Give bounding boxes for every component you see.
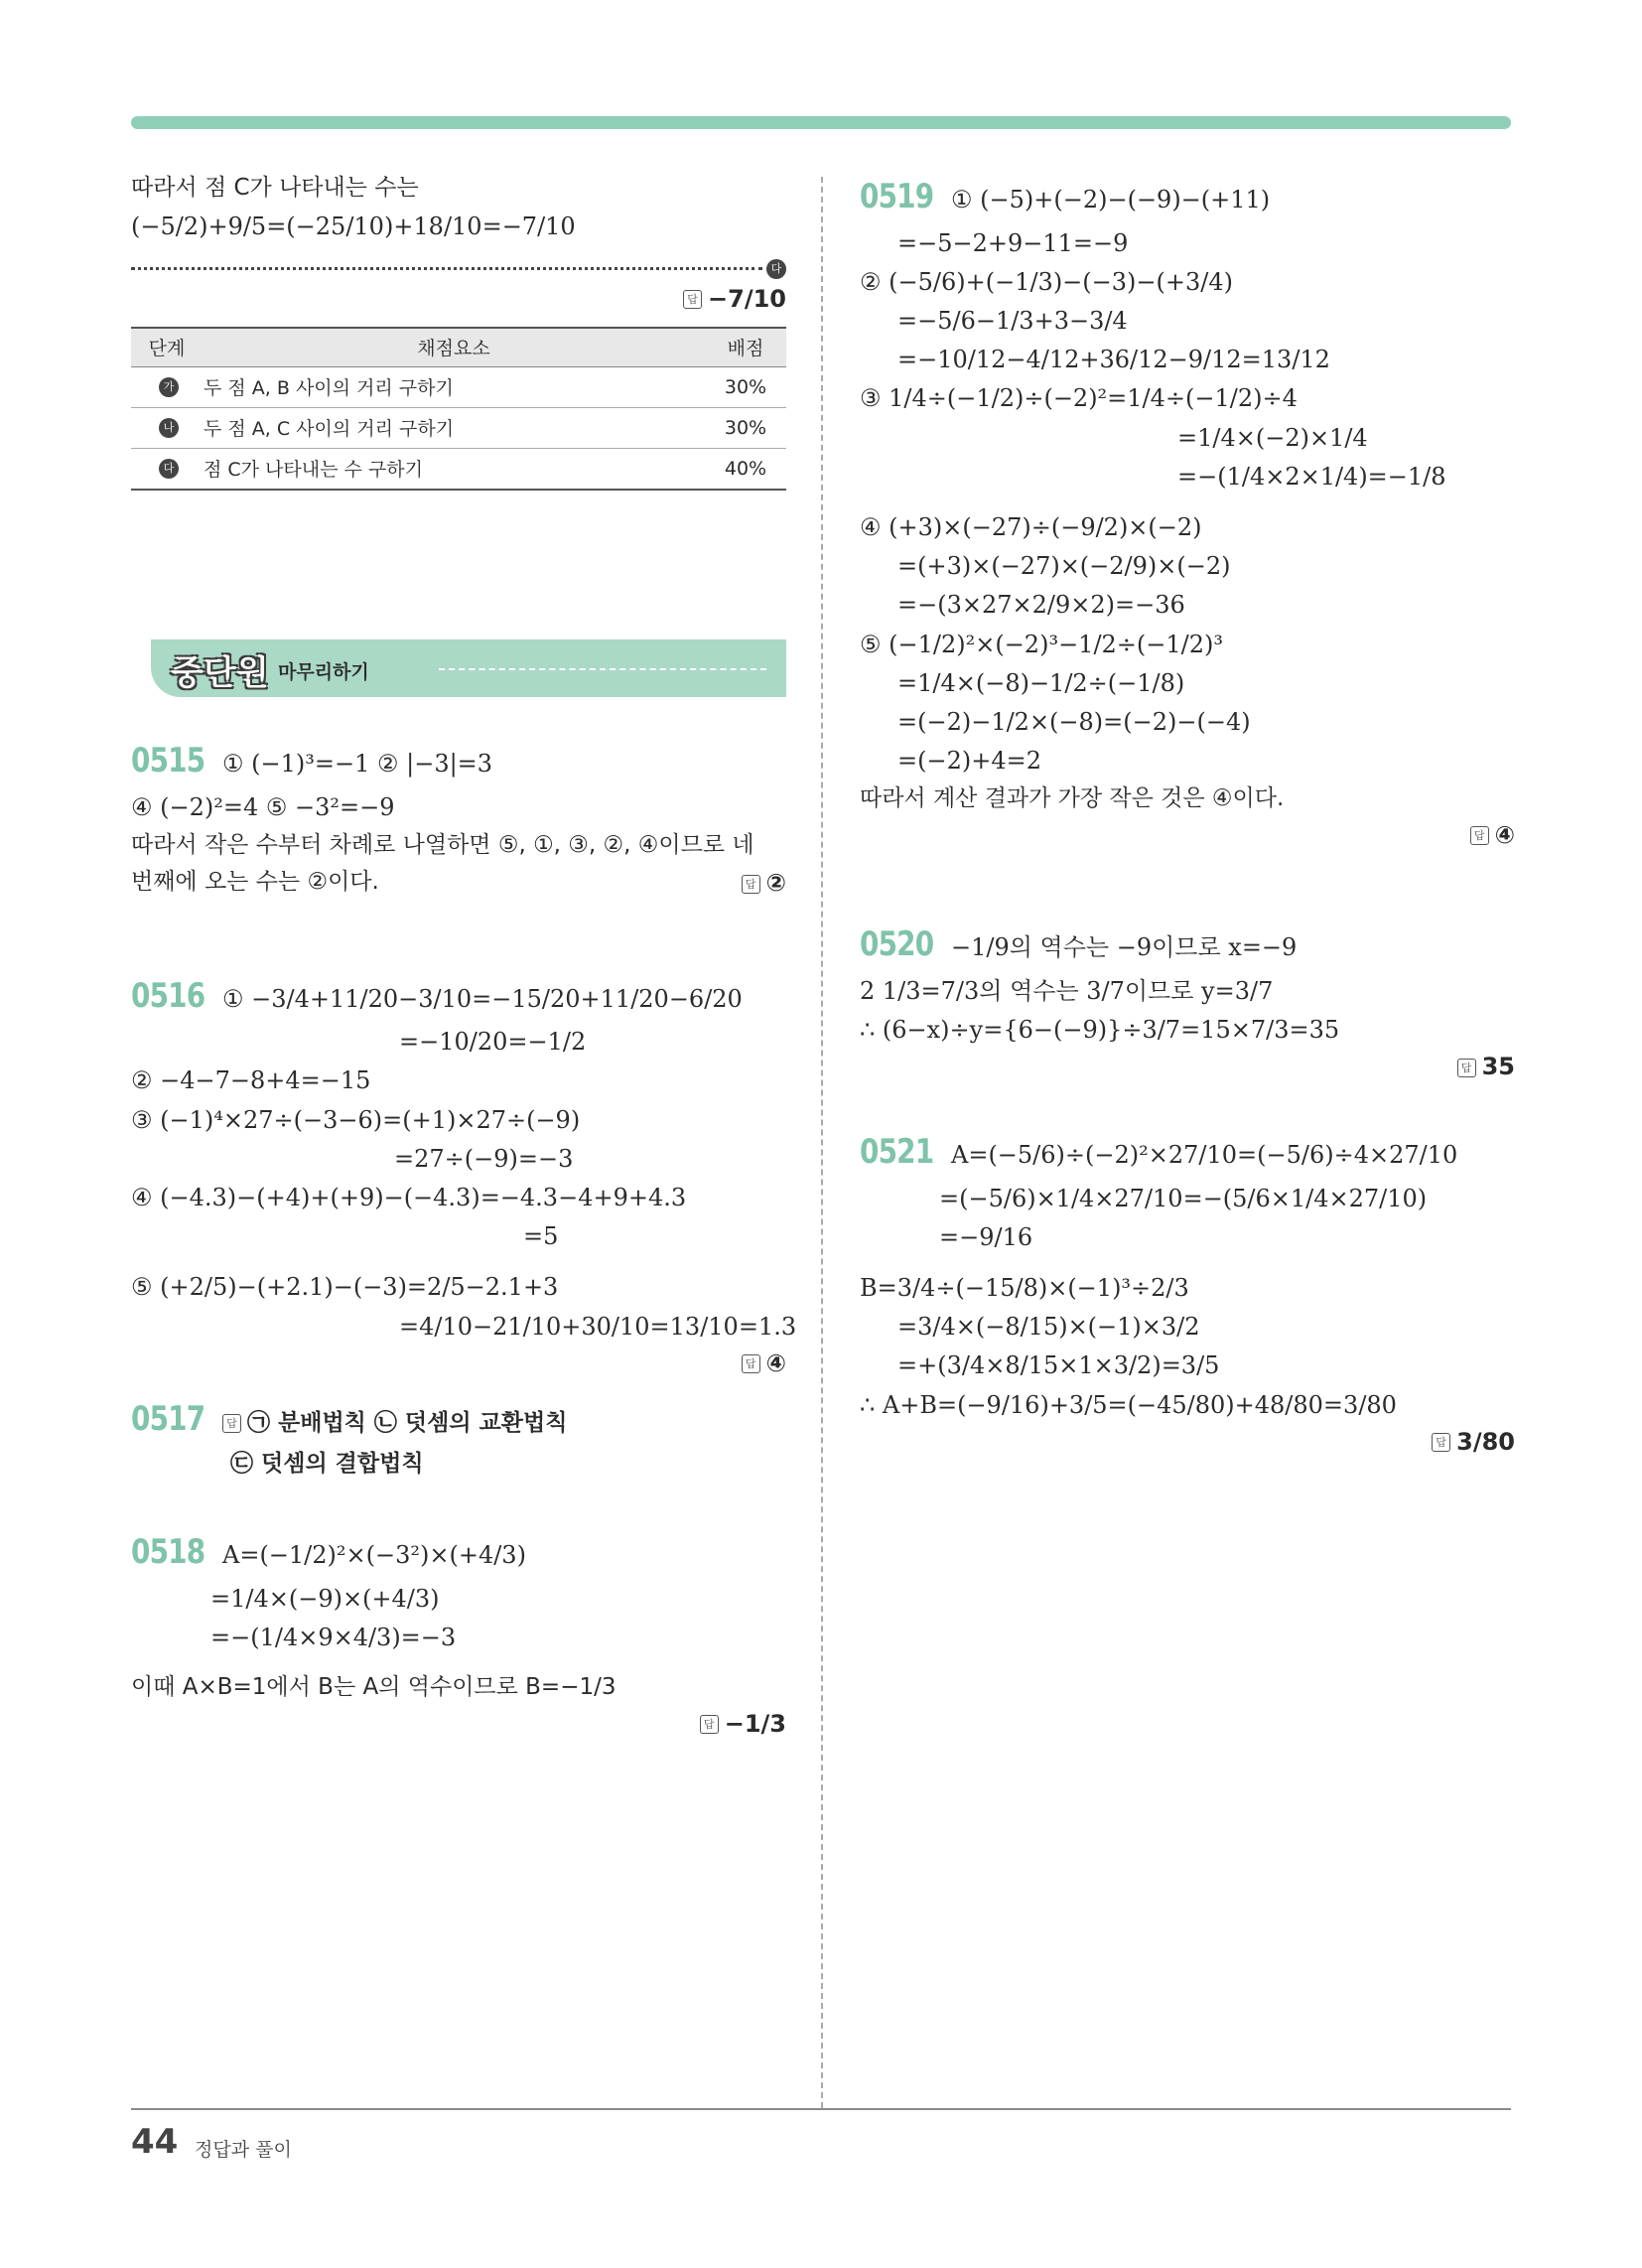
math-line: −1/9의 역수는 −9이므로 x=−9 [951,932,1298,961]
math-line: =−(3×27×2/9×2)=−36 [897,591,1185,620]
math-line: =−(1/4×9×4/3)=−3 [210,1623,457,1651]
answer-value: 35 [1481,1053,1515,1081]
math-line: ② (−5/6)+(−1/3)−(−3)−(+3/4) [860,267,1233,296]
math-line: ① (−1)³=−1 ② |−3|=3 [222,749,493,778]
math-line: =−9/16 [939,1222,1033,1251]
intro-equation: (−5/2)+9/5=(−25/10)+18/10=−7/10 [131,212,576,240]
math-line: 2 1/3=7/3의 역수는 3/7이므로 y=3/7 [860,976,1274,1005]
math-line: =(−5/6)×1/4×27/10=−(5/6×1/4×27/10) [939,1184,1428,1212]
problem-number: 0517 [131,1398,205,1439]
math-line: ① −3/4+11/20−3/10=−15/20+11/20−6/20 [222,984,743,1013]
table-row [131,448,786,490]
dotted-separator [131,259,786,279]
problem-0521 [860,1126,1515,1179]
problem-number: 0520 [860,923,934,964]
problem-0517 [131,1393,786,1446]
math-line: =(−2)+4=2 [897,747,1041,776]
banner-subtitle: 마무리하기 [278,660,369,683]
answer [860,1053,1515,1080]
answer-text: ㉢ 덧셈의 결합법칙 [230,1451,424,1478]
answer [742,865,786,902]
math-line: =1/4×(−8)−1/2÷(−1/8) [897,668,1185,697]
math-line: ② −4−7−8+4=−15 [131,1066,371,1095]
answer-icon: 답 [1470,826,1489,845]
header-criteria: 채점요소 [203,328,705,367]
section-banner [131,639,786,697]
math-line: ∴ (6−x)÷y={6−(−9)}÷3/7=15×7/3=35 [860,1015,1340,1044]
header-step: 단계 [131,328,203,367]
right-column [860,169,1515,1460]
problem-0520 [860,919,1515,971]
math-line: ③ (−1)⁴×27÷(−3−6)=(+1)×27÷(−9) [131,1105,581,1134]
row-desc: 두 점 A, B 사이의 거리 구하기 [203,366,705,407]
problem-number: 0518 [131,1532,205,1573]
page-label: 정답과 풀이 [195,2139,292,2161]
answer [131,1349,786,1377]
answer-icon: 답 [683,290,702,309]
math-line: B=3/4÷(−15/8)×(−1)³÷2/3 [860,1274,1189,1303]
row-desc: 점 C가 나타내는 수 구하기 [203,448,705,490]
math-line: =+(3/4×8/15×1×3/2)=3/5 [897,1351,1220,1380]
problem-0518 [131,1526,786,1579]
math-line: =−10/20=−1/2 [399,1028,587,1057]
answer-icon: 답 [1432,1433,1450,1452]
problem-0516 [131,970,786,1023]
answer-icon: 답 [742,875,760,894]
problem-number: 0521 [860,1132,934,1173]
answer-icon: 답 [700,1715,719,1734]
scoring-table [131,327,786,491]
answer-icon: 답 [742,1354,760,1373]
math-line: A=(−5/6)÷(−2)²×27/10=(−5/6)÷4×27/10 [951,1141,1458,1170]
answer [860,1428,1515,1456]
math-line: =5 [523,1222,559,1251]
intro-line: 따라서 점 C가 나타내는 수는 [131,175,419,201]
table-header [131,328,786,367]
answer-value: ② [765,869,786,898]
text-line-with-answer [131,865,786,902]
step-marker: 다 [159,459,179,479]
problem-number: 0519 [860,177,934,216]
math-line: ① (−5)+(−2)−(−9)−(+11) [951,186,1271,213]
text-line: 이때 A×B=1에서 B는 A의 역수이므로 B=−1/3 [131,1674,616,1701]
math-line: ∴ A+B=(−9/16)+3/5=(−45/80)+48/80=3/80 [860,1390,1397,1419]
math-line: =−10/12−4/12+36/12−9/12=13/12 [897,346,1330,374]
text-line: 따라서 작은 수부터 차례로 나열하면 ⑤, ①, ③, ②, ④이므로 네 [131,831,754,858]
math-line: =(−2)−1/2×(−8)=(−2)−(−4) [897,707,1251,736]
answer-text: ㉠ 분배법칙 ㉡ 덧셈의 교환법칙 [247,1409,568,1436]
top-accent-bar [131,116,1511,129]
answer-icon: 답 [1457,1059,1476,1077]
math-line: =3/4×(−8/15)×(−1)×3/2 [897,1313,1200,1342]
footer-line [131,2108,1511,2110]
left-column [131,169,797,1742]
step-marker: 다 [766,259,786,279]
math-line: ⑤ (+2/5)−(+2.1)−(−3)=2/5−2.1+3 [131,1273,559,1302]
math-line: =−(1/4×2×1/4)=−1/8 [1177,462,1446,491]
math-line: ④ (−4.3)−(+4)+(+9)−(−4.3)=−4.3−4+9+4.3 [131,1183,687,1211]
answer-value: −7/10 [708,284,786,313]
math-line: ③ 1/4÷(−1/2)÷(−2)²=1/4÷(−1/2)÷4 [860,384,1298,413]
answer-value: ④ [1494,820,1515,849]
banner-dash [439,668,766,670]
step-marker: 가 [159,377,179,397]
table-row [131,366,786,407]
math-line: =27÷(−9)=−3 [394,1144,574,1173]
answer-icon: 답 [222,1414,241,1433]
banner-title: 중단원 [171,652,269,693]
problem-number: 0516 [131,975,205,1016]
row-score: 40% [705,448,786,490]
dots [131,267,762,270]
header-score: 배점 [705,328,786,367]
text-line: 따라서 계산 결과가 가장 작은 것은 ④이다. [860,785,1285,812]
math-line: ⑤ (−1/2)²×(−2)³−1/2÷(−1/2)³ [860,630,1223,658]
text-line: 번째에 오는 수는 ②이다. [131,869,379,896]
column-divider [821,177,823,2108]
page-number: 44 [131,2122,179,2162]
row-score: 30% [705,407,786,448]
math-line: =(+3)×(−27)×(−2/9)×(−2) [897,552,1231,581]
table-row [131,407,786,448]
math-line: =−5/6−1/3+3−3/4 [897,307,1128,336]
math-line: =−5−2+9−11=−9 [897,228,1129,257]
math-line: ④ (+3)×(−27)÷(−9/2)×(−2) [860,513,1202,541]
answer [131,1710,786,1738]
problem-number: 0515 [131,740,205,780]
problem-0519 [860,171,1515,223]
step-marker: 나 [159,418,179,438]
math-line: ④ (−2)²=4 ⑤ −3²=−9 [131,792,395,821]
answer-value: ④ [765,1348,786,1377]
row-score: 30% [705,366,786,407]
math-line: A=(−1/2)²×(−3²)×(+4/3) [222,1541,526,1570]
answer-value: −1/3 [724,1709,786,1738]
answer-top [131,285,786,313]
answer [860,821,1515,849]
math-line: =1/4×(−2)×1/4 [1177,423,1368,452]
row-desc: 두 점 A, C 사이의 거리 구하기 [203,407,705,448]
math-line: =4/10−21/10+30/10=13/10=1.3 [399,1312,797,1341]
problem-0515 [131,735,786,787]
math-line: =1/4×(−9)×(+4/3) [210,1584,440,1613]
answer-value: 3/80 [1456,1427,1515,1456]
